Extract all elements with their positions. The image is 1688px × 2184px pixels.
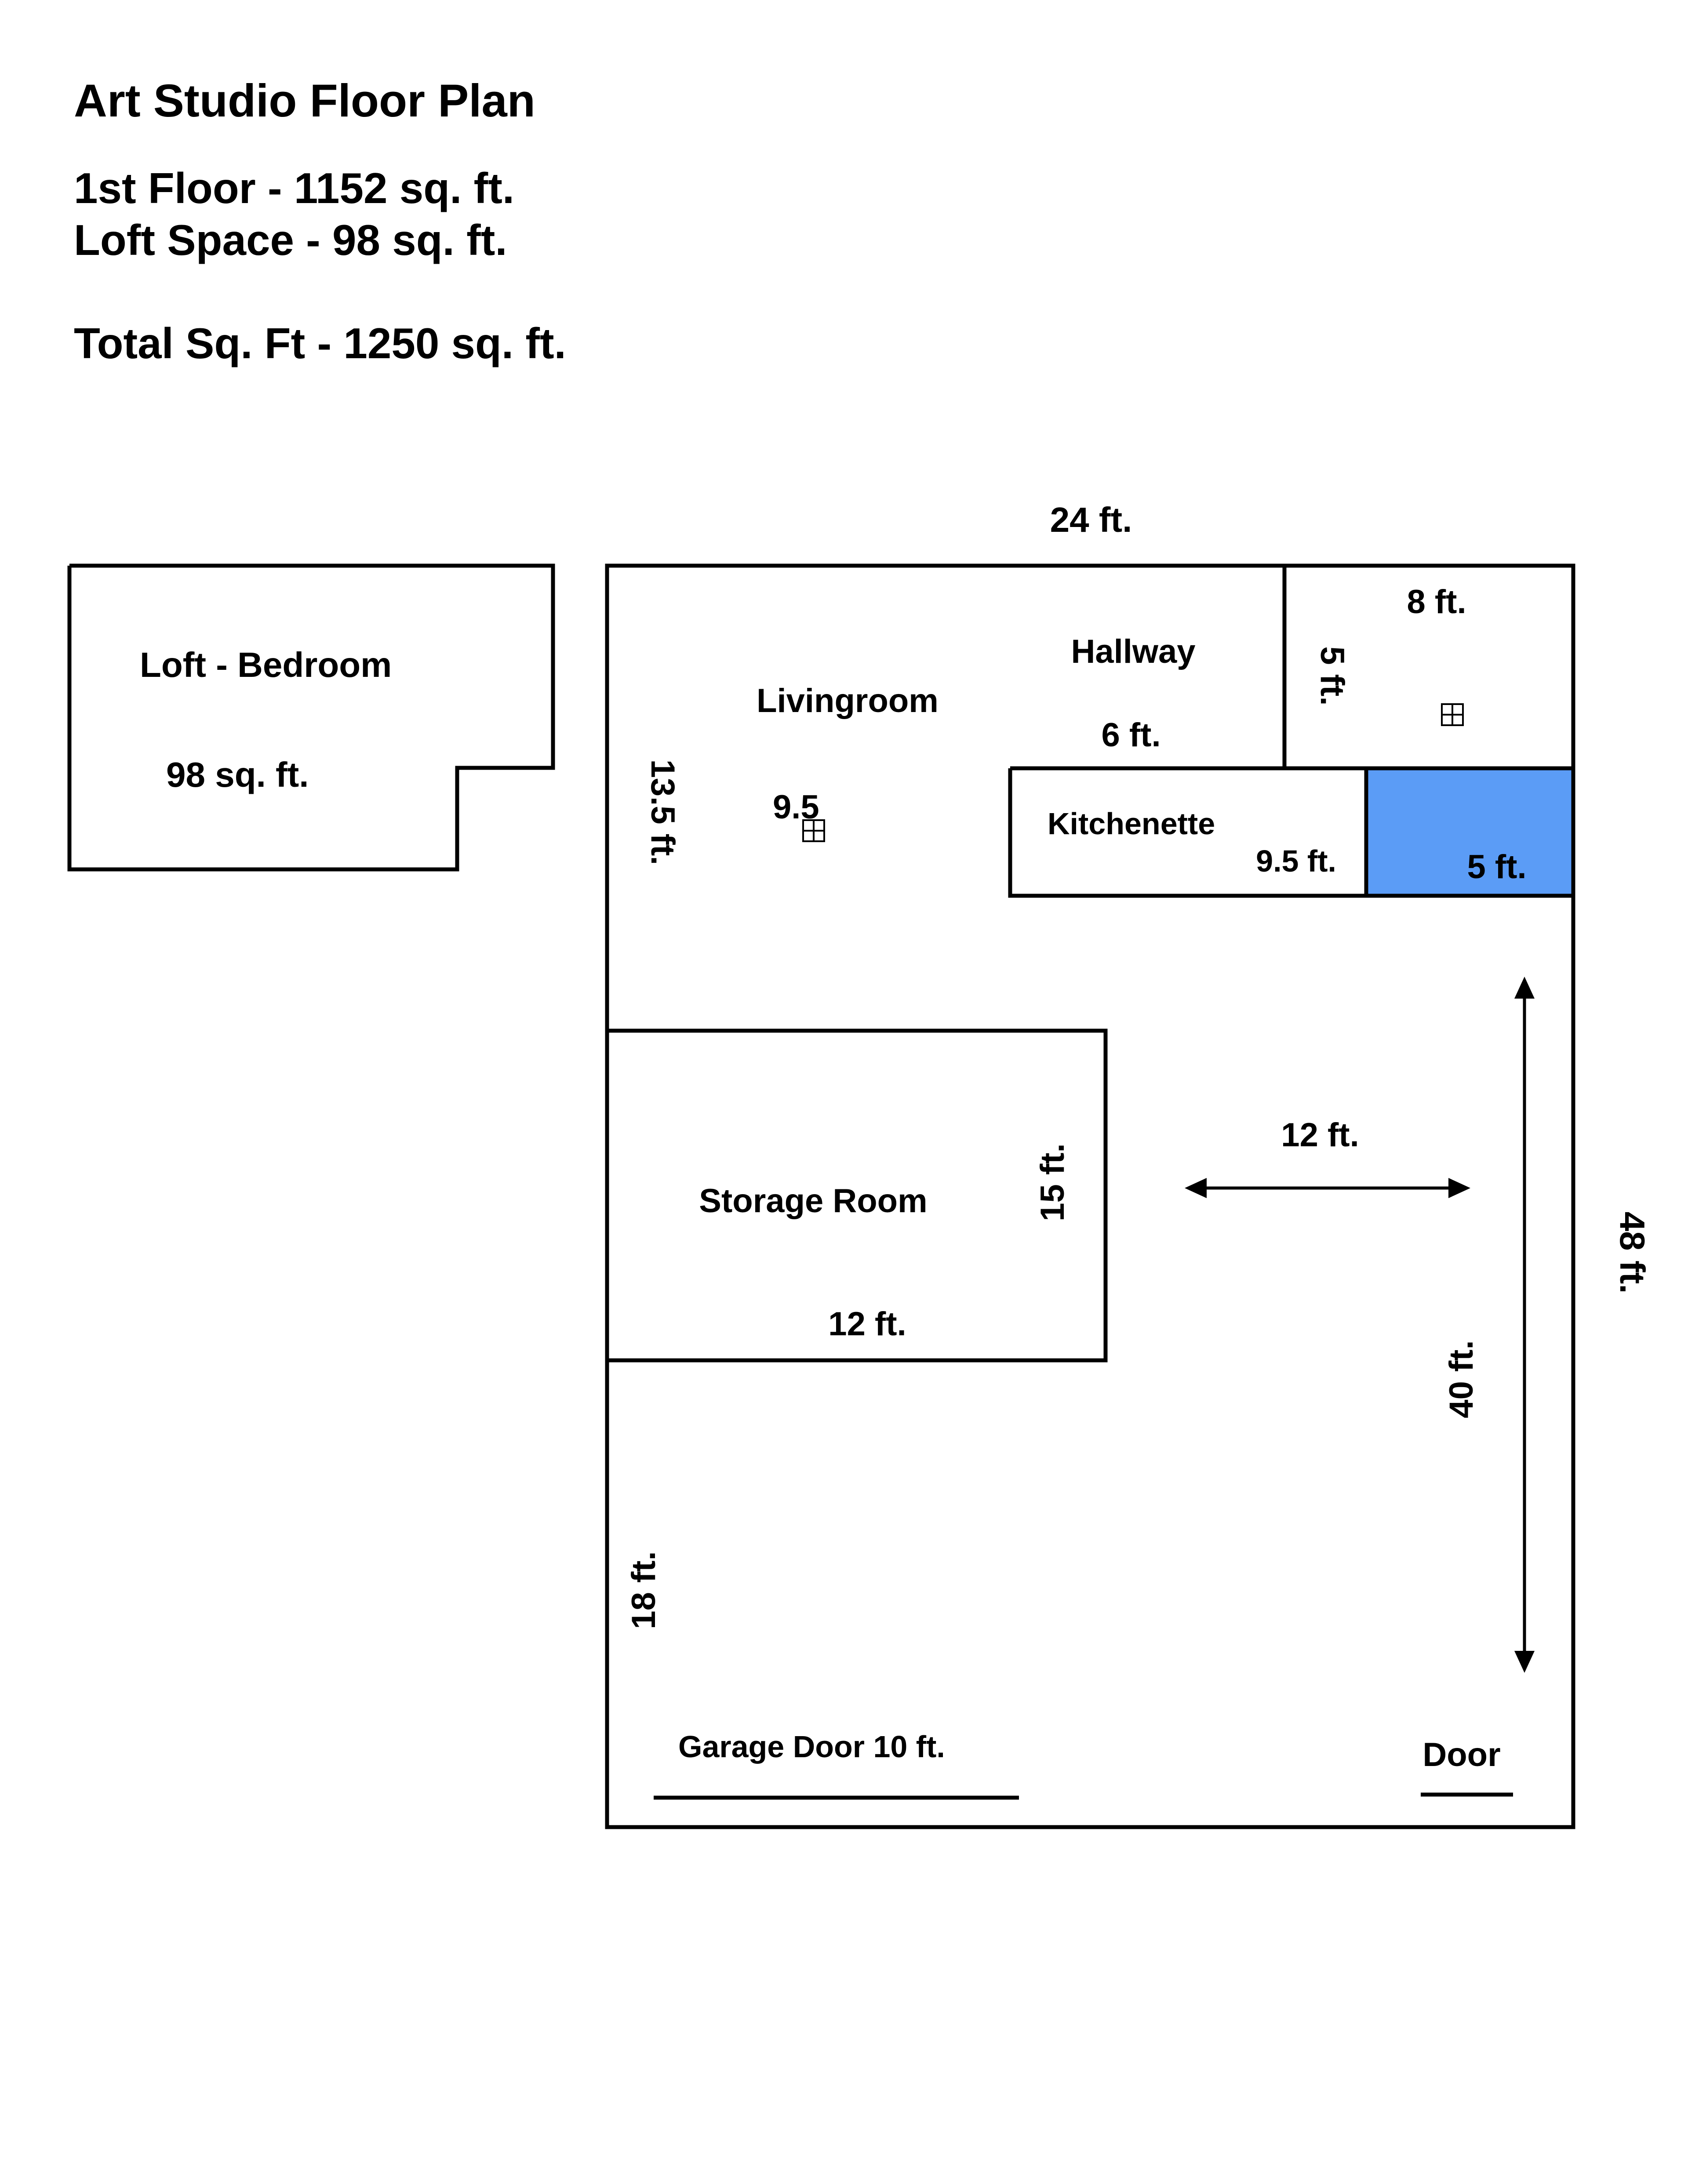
bath-height: 5 ft.	[1313, 646, 1351, 706]
livingroom-width: 9.5	[773, 789, 819, 826]
livingroom-height: 13.5 ft.	[644, 759, 681, 865]
open-area-width: 12 ft.	[1281, 1116, 1359, 1154]
loft-space-area: Loft Space - 98 sq. ft.	[74, 216, 507, 264]
total-area: Total Sq. Ft - 1250 sq. ft.	[74, 319, 566, 367]
door-label: Door	[1422, 1736, 1501, 1773]
garage-door-label: Garage Door 10 ft.	[678, 1730, 945, 1764]
loft-bedroom-area: 98 sq. ft.	[166, 755, 309, 794]
kitchenette-width: 9.5 ft.	[1256, 844, 1336, 878]
bath-outlet-icon	[1442, 704, 1463, 725]
storage-room-width: 12 ft.	[828, 1305, 906, 1343]
closet-width: 5 ft.	[1467, 848, 1527, 886]
storage-room-label: Storage Room	[699, 1182, 928, 1220]
open-area-length: 40 ft.	[1443, 1340, 1480, 1418]
first-floor-area: 1st Floor - 1152 sq. ft.	[74, 164, 515, 212]
kitchenette-label: Kitchenette	[1048, 807, 1215, 841]
storage-room-height: 15 ft.	[1034, 1143, 1071, 1221]
page-title: Art Studio Floor Plan	[74, 75, 535, 127]
hallway-width: 6 ft.	[1101, 716, 1161, 754]
open-area-length-arrow	[1514, 977, 1535, 1673]
livingroom-label: Livingroom	[757, 682, 939, 720]
hallway-label: Hallway	[1071, 633, 1196, 670]
left-wall-lower-length: 18 ft.	[625, 1551, 662, 1629]
loft-bedroom-label: Loft - Bedroom	[140, 645, 392, 684]
bath-width: 8 ft.	[1407, 583, 1466, 621]
loft-bedroom-outline	[69, 566, 553, 869]
overall-length-label: 48 ft.	[1613, 1211, 1652, 1294]
open-area-width-arrow	[1185, 1178, 1470, 1198]
overall-width-label: 24 ft.	[1050, 500, 1132, 539]
